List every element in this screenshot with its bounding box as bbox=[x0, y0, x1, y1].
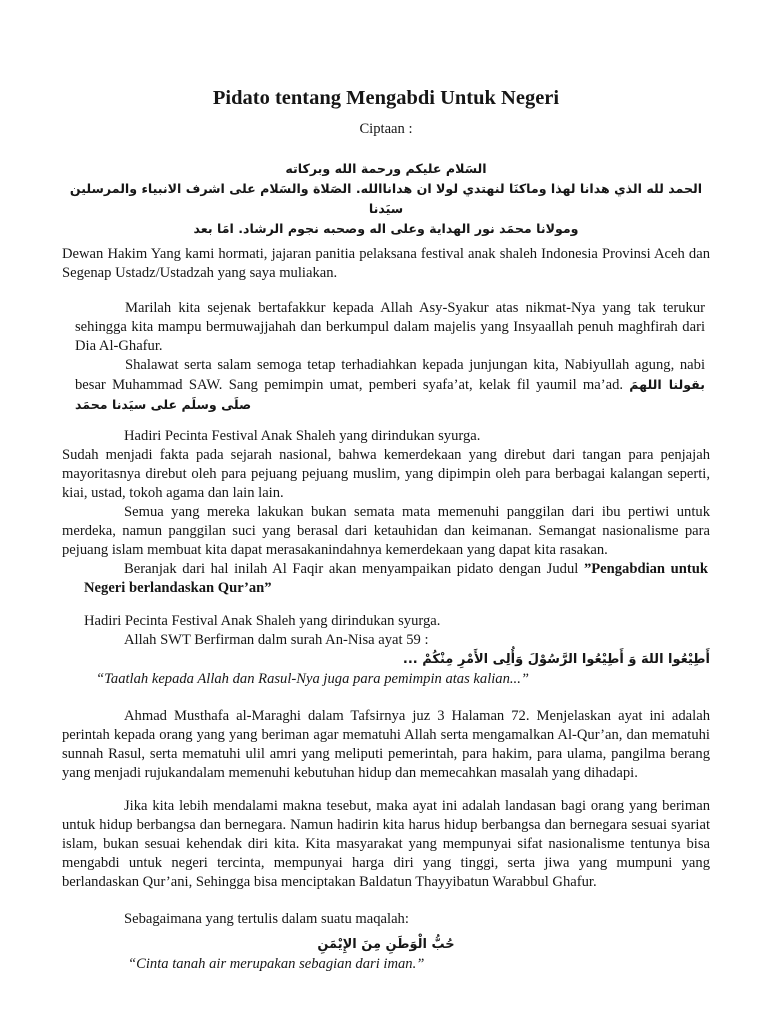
paragraph-greeting: Dewan Hakim Yang kami hormati, jajaran panitia pelaksana festival anak shaleh Indonesia Provinsi Aceh dan Segenap Ustadz/Ustadzah yang saya muliakan. bbox=[62, 246, 710, 281]
speech-title-bold: ”Pengabdian untuk Negeri berlandaskan Qur’an” bbox=[84, 561, 708, 596]
paragraph-beranjak bbox=[84, 560, 708, 598]
paragraph-shalawat-arabic: بقولنا اللهمَ صلَى وسلَم على سيَدنا محمَد bbox=[75, 377, 705, 412]
line-hadiri-second: Hadiri Pecinta Festival Anak Shaleh yang dirindukan syurga. bbox=[84, 613, 441, 629]
paragraph-shalawat bbox=[75, 356, 705, 415]
maqalah-arabic: حُبُّ الْوَطَنِ مِنَ الإِيْمَنِ bbox=[317, 937, 455, 952]
paragraph-shalawat-latin: Shalawat serta salam semoga tetap terhadiahkan kepada junjungan kita, Nabiyullah agung, nabi besar Muhammad SAW. Sang pemimpin umat, pemberi syafa’at, kelak fil yaumil ma’ad. bbox=[75, 357, 705, 393]
paragraph-jika: Jika kita lebih mendalami makna tesebut, maka ayat ini adalah landasan bagi orang yang beriman untuk hidup berbangsa dan bernegara. Namun hadirin kita harus hidup berbangsa dan bernegara sesuai syariat islam, bukan sesuai kehendak diri kita. Kita masyarakat yang mempunyai sifat nasionalisme tentunya bisa mengabdi untuk negeri tercinta, mempunyai harga diri yang tinggi, serta jiwa yang mumpuni yang berlandaskan Qur’ani, Sehingga bisa menciptakan Baldatun Thayyibatun Warabbul Ghafur. bbox=[62, 798, 710, 890]
quran-verse-arabic: أَطِيْعُوا اللهَ وَ أَطِيْعُوا الرَّسُوْلَ وَأُلِى الأَمْرِ مِنْكُمْ ... bbox=[402, 652, 710, 667]
line-firman-intro: Allah SWT Berfirman dalm surah An-Nisa ayat 59 : bbox=[124, 632, 429, 648]
paragraph-sudah: Sudah menjadi fakta pada sejarah nasional, bahwa kemerdekaan yang direbut dari tangan para penjajah mayoritasnya direbut oleh para pejuang pejuang muslim, yang dipimpin oleh para berbagai kalangan seperti, kiai, ustad, tokoh agama dan lain lain. bbox=[62, 447, 710, 501]
paragraph-semua: Semua yang mereka lakukan bukan semata mata memenuhi panggilan dari ibu pertiwi untuk merdeka, namun panggilan suci yang berasal dari ketauhidan dan keimanan. Semangat nasionalisme para pejuang islam membuat kita dapat merasakanindahnya kemerdekaan yang dapat kita rasakan. bbox=[62, 504, 710, 558]
paragraph-tafsir: Ahmad Musthafa al-Maraghi dalam Tafsirnya juz 3 Halaman 72. Menjelaskan ayat ini adalah perintah kepada orang yang yang beriman agar mematuhi Allah serta mengamalkan Al-Qur’an, dan mematuhi sunnah Rasul, serta mematuhi ulil amri yang meliputi pemerintah, para hakim, para ulama, pangilma berang yang menjadi rujukandalam memenuhi kebutuhan hidup dan memecahkan masalah yang dihadapi. bbox=[62, 708, 710, 781]
paragraph-marilah: Marilah kita sejenak bertafakkur kepada Allah Asy-Syakur atas nikmat-Nya yang tak terukur sehingga kita mampu bermuwajjahah dan berkumpul dalam majelis yang Insyaallah penuh maghfirah dari Dia Al-Ghafur. bbox=[75, 300, 705, 354]
document-title: Pidato tentang Mengabdi Untuk Negeri bbox=[212, 87, 560, 109]
byline-label: Ciptaan : bbox=[359, 121, 413, 137]
line-hadiri-first: Hadiri Pecinta Festival Anak Shaleh yang dirindukan syurga. bbox=[124, 428, 481, 444]
line-maqalah-intro: Sebagaimana yang tertulis dalam suatu maqalah: bbox=[124, 911, 409, 927]
verse-translation: “Taatlah kepada Allah dan Rasul-Nya juga para pemimpin atas kalian...” bbox=[96, 671, 529, 687]
arabic-salutation-line-3: ومولانا محمَد نور الهداية وعلى اله وصحبه نجوم الرشاد. امَا بعد bbox=[193, 221, 579, 236]
maqalah-translation: “Cinta tanah air merupakan sebagian dari iman.” bbox=[128, 956, 425, 972]
paragraph-beranjak-normal: Beranjak dari hal inilah Al Faqir akan menyampaikan pidato dengan Judul bbox=[124, 561, 584, 577]
arabic-salutation-line-2: الحمد لله الذي هدانا لهذا وماكنَا لنهتدي لولا ان هداناالله. الصَلاة والسَلام على اشرف الانبياء والمرسلين سيَدنا bbox=[69, 181, 703, 216]
arabic-salutation-line-1: السَلام عليكم ورحمة الله وبركاته bbox=[285, 161, 487, 176]
opening-salutation-arabic bbox=[62, 159, 710, 239]
